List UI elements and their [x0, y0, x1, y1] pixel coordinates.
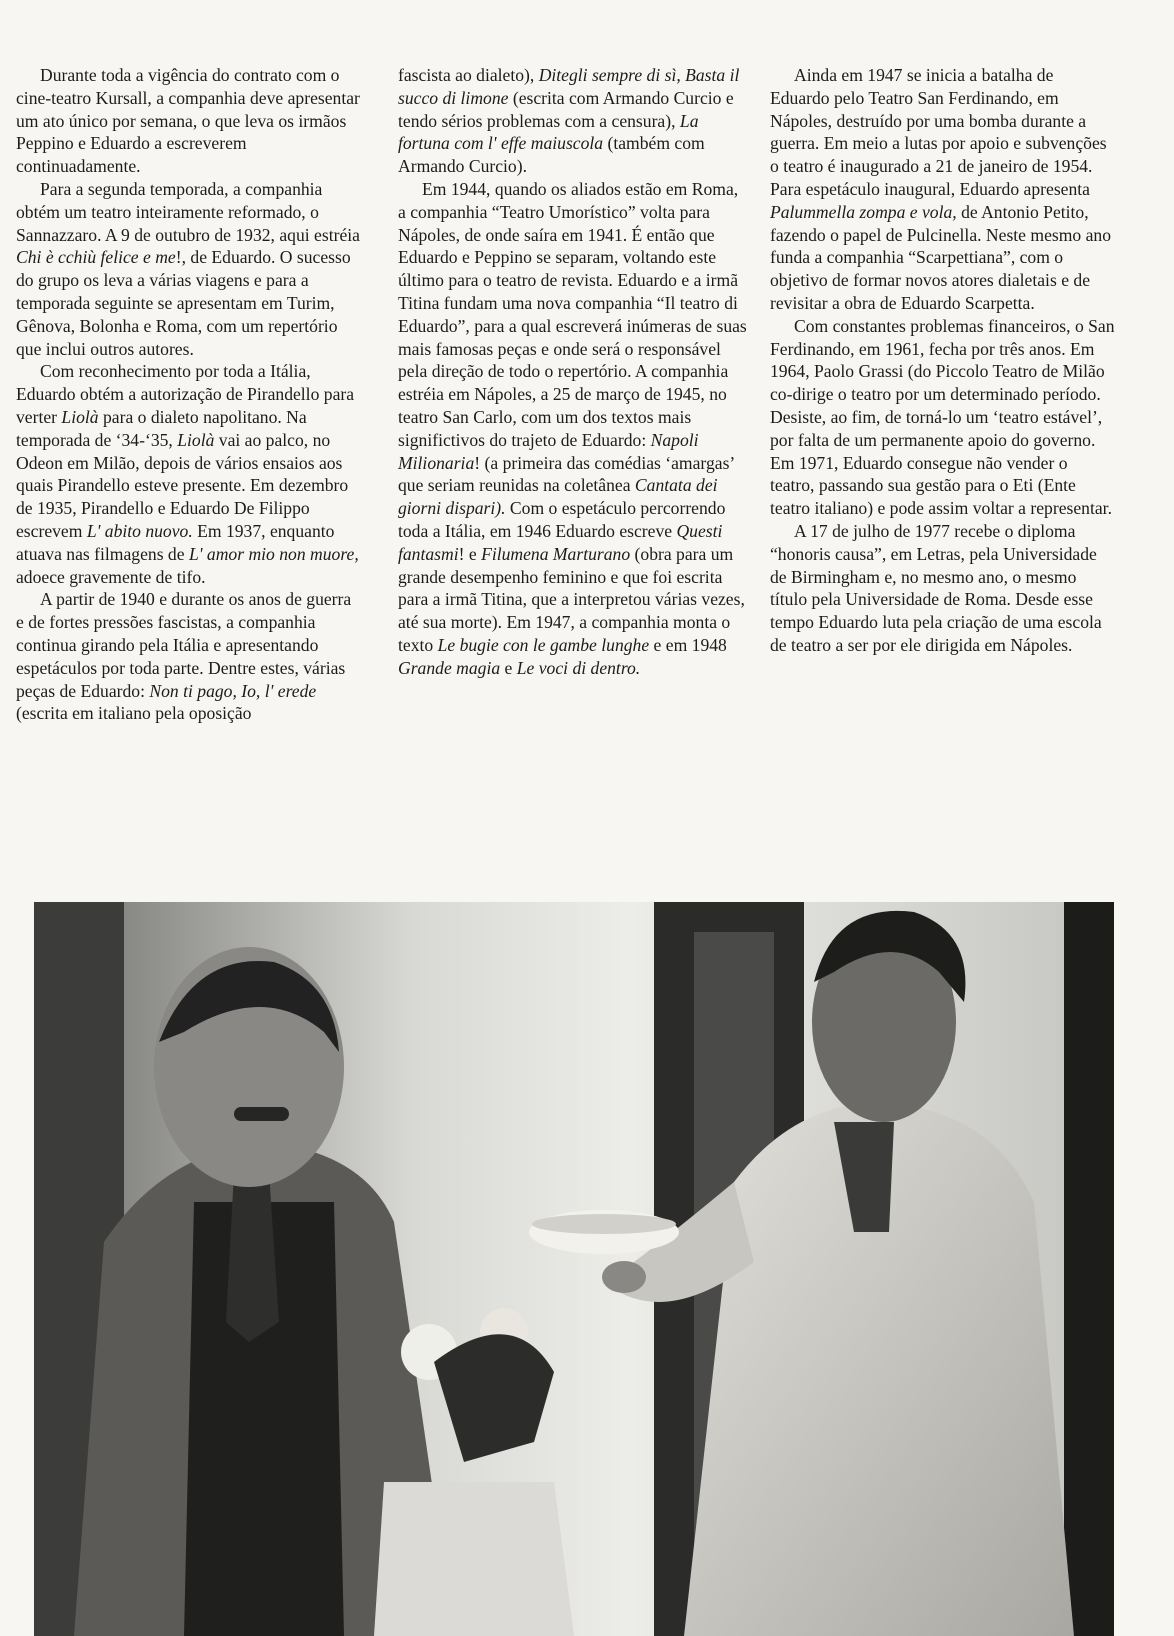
text-run: (obra para um grande desempenho feminino e que foi escrita para a irmã Titina, que a interpretou várias vezes, até sua morte). Em 1947, a companhia monta o texto	[398, 543, 745, 655]
italic-title: Liolà	[177, 429, 215, 450]
italic-title: Liolà	[61, 406, 99, 427]
col2-paragraph	[398, 64, 748, 178]
text-run: A partir de 1940 e durante os anos de guerra e de fortes pressões fascistas, a companhia continua girando pela Itália e apresentando espetáculos por toda parte. Dentre estes, várias peças de Eduardo:	[16, 589, 352, 701]
text-run: e em 1948	[649, 634, 727, 655]
text-run: Com o espetáculo percorrendo toda a Itália, em 1946 Eduardo escreve	[398, 498, 726, 541]
text-run: Com reconhecimento por toda a Itália, Eduardo obtém a autorização de Pirandello para verter	[16, 361, 355, 427]
text-run: A 17 de julho de 1977 recebe o diploma “honoris causa”, em Letras, pela Universidade de Birmingham e, no mesmo ano, o mesmo título pela Universidade de Roma. Desde esse tempo Eduardo luta pela criação de uma escola de teatro a ser por ele dirigida em Nápoles.	[770, 520, 1102, 655]
col2-paragraph	[398, 178, 748, 680]
right-edge	[1064, 902, 1114, 1636]
text-run: (escrita em italiano pela oposição	[16, 703, 252, 724]
italic-title: Cantata dei giorni dispari).	[398, 475, 718, 519]
text-run: para o dialeto napolitano. Na temporada de ‘34-‘35,	[16, 406, 307, 450]
text-run: Com constantes problemas financeiros, o San Ferdinando, em 1961, fecha por três anos. Em 1964, Paolo Grassi (do Piccolo Teatro de Milão co-dirige o teatro por um determinado período. Desiste, ao fim, de torná-lo um ‘teatro estável’, por falta de um permanente apoio do governo. Em 1971, Eduardo consegue não vender o teatro, passando sua gestão para o Eti (Ente teatro italiano) e pode assim voltar a representar.	[770, 315, 1115, 519]
text-run: Ainda em 1947 se inicia a batalha de Eduardo pelo Teatro San Ferdinando, em Nápoles, destruído por uma bomba durante a guerra. Em meio a lutas por apoio e subvenções o teatro é inaugurado a 21 de janeiro de 1954. Para espetáculo inaugural, Eduardo apresenta	[770, 65, 1107, 199]
text-run: ! (a primeira das comédias ‘amargas’ que seriam reunidas na coletânea	[398, 452, 734, 496]
italic-title: L' amor mio non muore,	[188, 543, 359, 564]
italic-title: La fortuna com l' effe maiuscola	[398, 110, 699, 154]
col1-paragraph	[16, 360, 361, 588]
text-column-1	[16, 64, 361, 725]
col3-paragraph	[770, 64, 1115, 315]
text-run: ! e	[458, 543, 482, 564]
col1-paragraph	[16, 64, 361, 178]
text-run: Em 1944, quando os aliados estão em Roma, a companhia “Teatro Umorístico” volta para Nápoles, de onde saíra em 1941. É então que Eduardo e Peppino se separam, voltando este último para o teatro de revista. Eduardo e a irmã Titina fundam uma nova companhia “Il teatro di Eduardo”, para a qual escreverá inúmeras de suas mais famosas peças e onde será o responsável pela direção de todo o repertório. A companhia estréia em Nápoles, a 25 de março de 1945, no teatro San Carlo, com um dos textos mais significtivos do trajeto de Eduardo:	[398, 178, 747, 450]
text-column-3	[770, 64, 1115, 657]
italic-title: Filumena Marturano	[481, 543, 631, 564]
italic-title: Ditegli sempre di sì, Basta il succo di limone	[398, 65, 740, 108]
text-run: de Antonio Petito, fazendo o papel de Pulcinella. Neste mesmo ano funda a companhia “Scarpettiana”, com o objetivo de formar novos atores dialetais e de revisitar a obra de Eduardo Scarpetta.	[770, 201, 1112, 313]
text-run: Durante toda a vigência do contrato com o cine-teatro Kursall, a companhia deve apresentar um ato único por semana, o que leva os irmãos Peppino e Eduardo a escreverem continuadamente.	[16, 65, 360, 177]
text-run: (também com Armando Curcio).	[398, 133, 705, 177]
col3-paragraph	[770, 315, 1115, 520]
italic-title: L' abito nuovo.	[86, 520, 193, 541]
italic-title: Questi fantasmi	[398, 520, 723, 564]
col1-paragraph	[16, 178, 361, 360]
text-run: (escrita com Armando Curcio e tendo sérios problemas com a censura),	[398, 87, 734, 131]
italic-title: Palummella zompa e vola,	[770, 201, 957, 222]
text-run: vai ao palco, no Odeon em Milão, depois de vários ensaios aos quais Pirandello esteve presente. Em dezembro de 1935, Pirandello e Eduardo De Filippo escrevem	[16, 429, 349, 541]
italic-title: Le voci di dentro.	[516, 657, 641, 678]
text-run: Para a segunda temporada, a companhia obtém um teatro inteiramente reformado, o Sannazzaro. A 9 de outubro de 1932, aqui estréia	[16, 178, 360, 245]
text-run: !, de Eduardo. O sucesso do grupo os leva a várias viagens e para a temporada seguinte se apresentam em Turim, Gênova, Bolonha e Roma, com um repertório que inclui outros autores.	[16, 247, 351, 359]
text-run: Em 1937, enquanto atuava nas filmagens de	[16, 520, 335, 564]
text-run: e	[500, 657, 517, 678]
italic-title: Le bugie con le gambe lunghe	[437, 634, 650, 655]
photo-scene	[34, 902, 1114, 1636]
col1-paragraph	[16, 588, 361, 725]
italic-title: Chi è cchiù felice e me	[16, 247, 176, 268]
right-man-hand	[602, 1261, 646, 1293]
italic-title: Non ti pago, Io, l' erede	[149, 680, 317, 701]
text-run: fascista ao dialeto),	[398, 65, 539, 85]
col3-paragraph	[770, 520, 1115, 657]
italic-title: Napoli Milionaria	[398, 429, 699, 473]
text-run: adoece gravemente de tifo.	[16, 566, 206, 587]
italic-title: Grande magia	[398, 657, 501, 678]
left-man-mustache	[234, 1107, 289, 1121]
photograph	[34, 902, 1114, 1636]
text-column-2	[398, 64, 748, 680]
